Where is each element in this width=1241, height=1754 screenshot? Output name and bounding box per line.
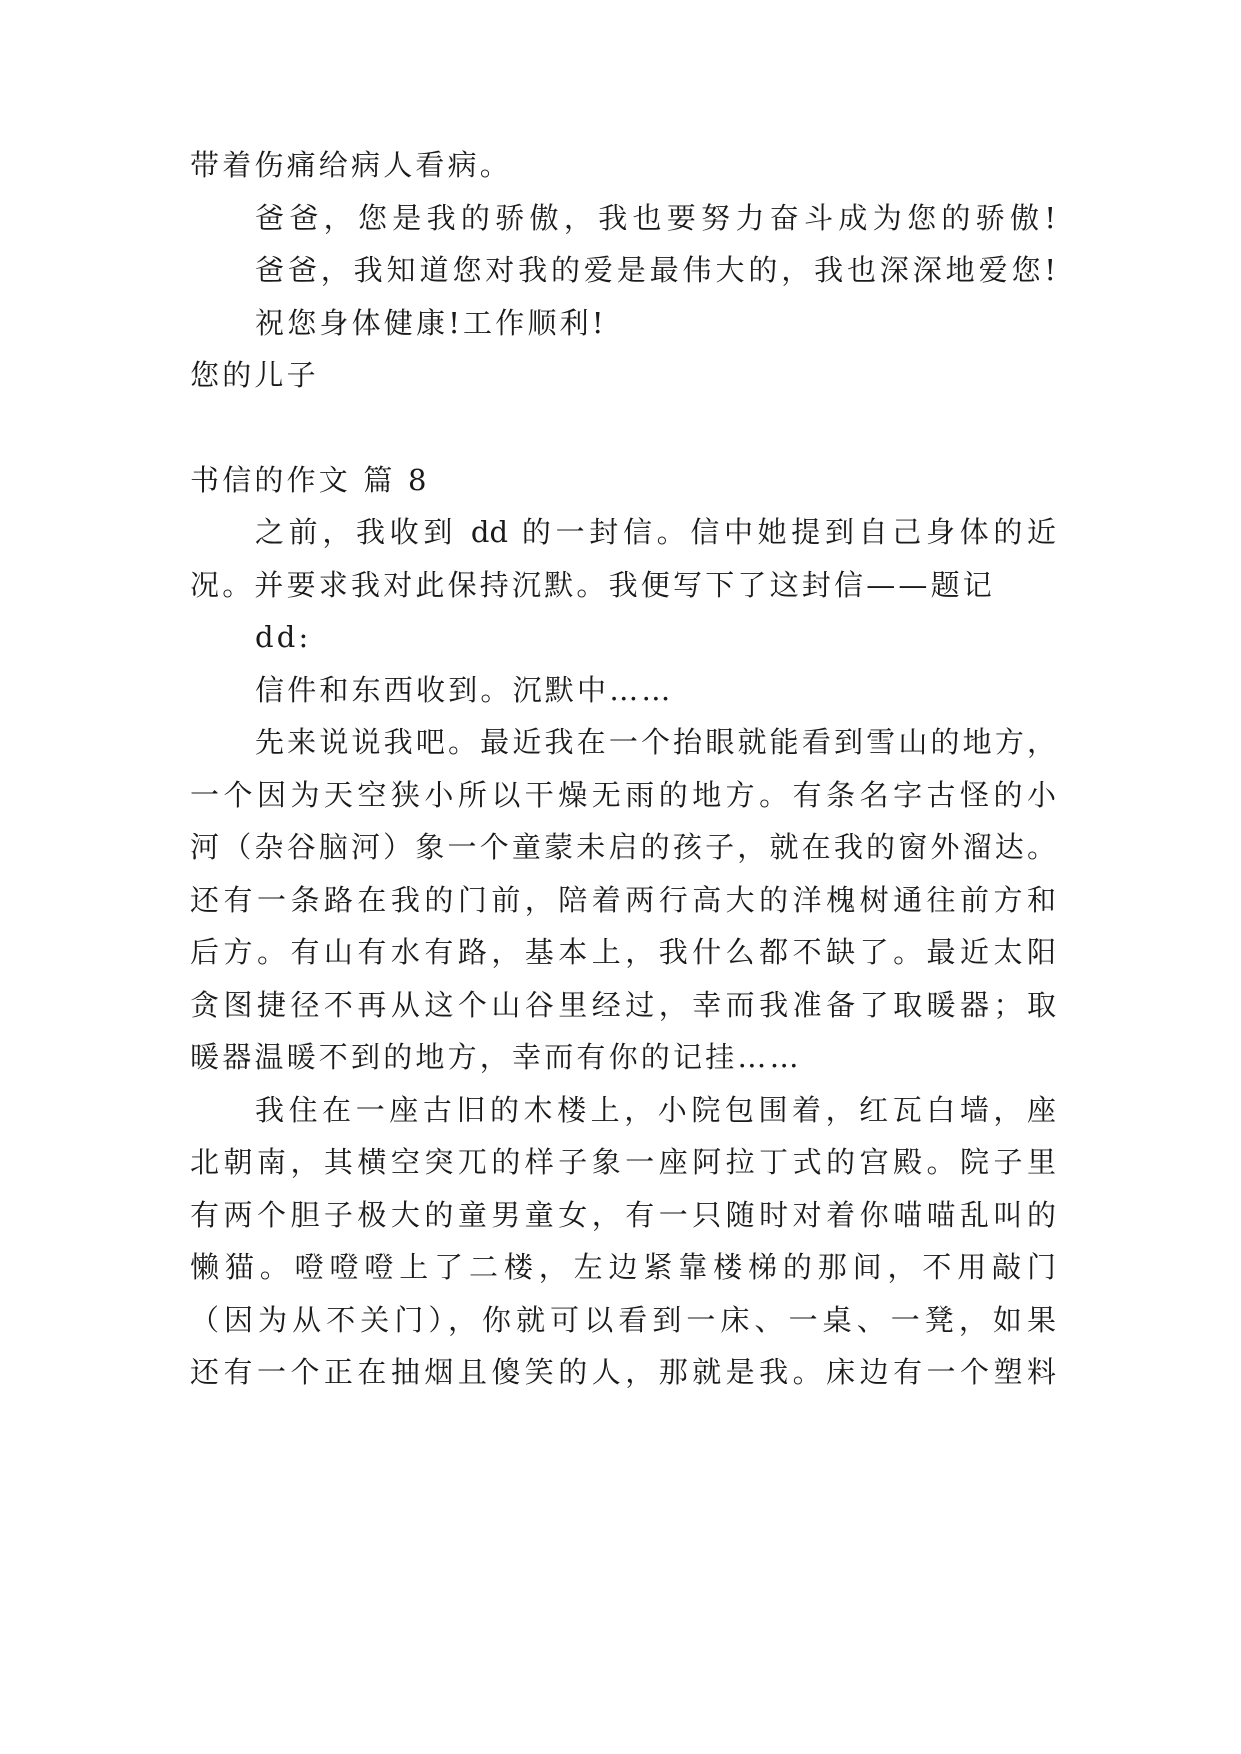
paragraph-line: 先来说说我吧。最近我在一个抬眼就能看到雪山的地方， (255, 725, 1056, 759)
signature: 您的儿子 (190, 358, 319, 392)
paragraph-pride: 爸爸，您是我的骄傲，我也要努力奋斗成为您的骄傲! (255, 201, 1056, 235)
paragraph-line: 还有一个正在抽烟且傻笑的人，那就是我。床边有一个塑料 (190, 1355, 1056, 1389)
paragraph-wish: 祝您身体健康!工作顺利! (255, 306, 607, 340)
paragraph-line: 还有一条路在我的门前，陪着两行高大的洋槐树通往前方和 (190, 883, 1056, 917)
paragraph-line: 暖器温暖不到的地方，幸而有你的记挂…… (190, 1040, 802, 1074)
paragraph-line: 懒猫。噔噔噔上了二楼，左边紧靠楼梯的那间，不用敲门 (190, 1250, 1056, 1284)
paragraph-love: 爸爸，我知道您对我的爱是最伟大的，我也深深地爱您! (255, 253, 1056, 287)
section-title: 书信的作文 篇 8 (190, 463, 430, 497)
intro-line: 况。并要求我对此保持沉默。我便写下了这封信——题记 (190, 568, 996, 602)
paragraph-line: 河（杂谷脑河）象一个童蒙未启的孩子，就在我的窗外溜达。 (190, 830, 1056, 864)
paragraph-line: 贪图捷径不再从这个山谷里经过，幸而我准备了取暖器；取 (190, 988, 1056, 1022)
paragraph-line: 一个因为天空狭小所以干燥无雨的地方。有条名字古怪的小 (190, 778, 1056, 812)
text-line: 带着伤痛给病人看病。 (190, 148, 513, 182)
paragraph-line: 后方。有山有水有路，基本上，我什么都不缺了。最近太阳 (190, 935, 1056, 969)
intro-line: 之前，我收到 dd 的一封信。信中她提到自己身体的近 (255, 515, 1056, 549)
paragraph-line: 有两个胆子极大的童男童女，有一只随时对着你喵喵乱叫的 (190, 1198, 1056, 1232)
received-line: 信件和东西收到。沉默中…… (255, 673, 674, 707)
paragraph-line: （因为从不关门），你就可以看到一床、一桌、一凳，如果 (190, 1303, 1056, 1337)
salutation: dd: (255, 620, 312, 654)
paragraph-line: 北朝南，其横空突兀的样子象一座阿拉丁式的宫殿。院子里 (190, 1145, 1056, 1179)
paragraph-line: 我住在一座古旧的木楼上，小院包围着，红瓦白墙，座 (255, 1093, 1056, 1127)
